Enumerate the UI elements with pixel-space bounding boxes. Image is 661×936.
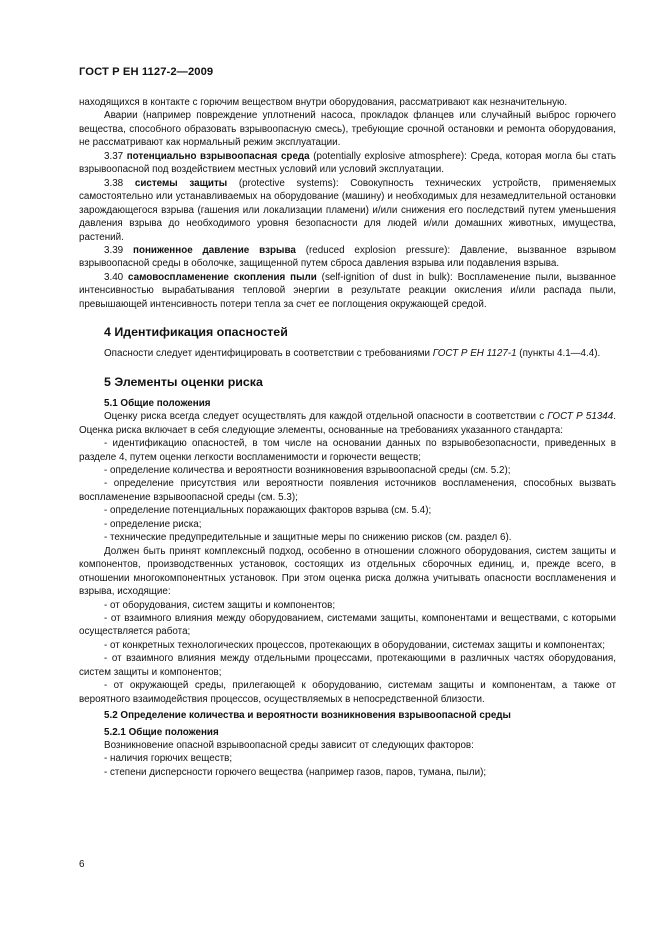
term-number: 3.40 <box>104 271 124 283</box>
list-item: - от оборудования, систем защиты и компонентов; <box>104 599 336 611</box>
list-item: - от взаимного влияния между оборудованием, системами защиты, компонентами и веществами, с которыми осуществляется работа; <box>79 612 616 638</box>
subsection-5-1-heading: 5.1 Общие положения <box>104 397 211 409</box>
term-definition: (protective systems): Совокупность технических устройств, применяемых самостоятельно или устанавливаемых на оборудование (машину) и необходимых для незамедлительной остановки зарождающегося взрыва (гашения или локализации пламени) и/или снижения его последствий путем уменьшения давления взрыва до необходимого уровня безопасности для людей и/или домашних животных, имущества, растений. <box>79 177 616 243</box>
term-definition: (potentially explosive atmosphere): Среда, которая могла бы стать взрывоопасной под воздействием местных условий или условий эксплуатации. <box>79 150 616 176</box>
paragraph <box>79 410 616 437</box>
text-run: Опасности следует идентифицировать в соответствии с требованиями <box>104 348 433 360</box>
paragraph: Аварии (например повреждение уплотнений насоса, прокладок фланцев или случайный выброс горючего вещества, способного образовать взрывоопасную смесь), требующие срочной остановки и ремонта оборудования, не рассматривают как нормальный режим эксплуатации. <box>79 110 616 149</box>
document-body <box>79 96 616 779</box>
list-item: - определение количества и вероятности возникновения взрывоопасной среды (см. 5.2); <box>104 464 511 476</box>
text-run: (пункты 4.1—4.4). <box>516 348 601 360</box>
page-number: 6 <box>79 859 85 870</box>
paragraph <box>79 347 616 360</box>
term-number: 3.38 <box>104 177 124 189</box>
standard-header: ГОСТ Р ЕН 1127-2—2009 <box>79 66 214 78</box>
term-number: 3.37 <box>104 150 124 162</box>
term-3-39 <box>79 244 616 271</box>
term-3-37 <box>79 150 616 177</box>
term-definition: (reduced explosion pressure): Давление, вызванное взрывом взрывоопасной среды в оболочке, защищенной путем сброса давления взрыва или подавления взрыва. <box>79 244 616 270</box>
term-number: 3.39 <box>104 244 124 256</box>
list-item: - определение потенциальных поражающих факторов взрыва (см. 5.4); <box>104 505 432 517</box>
list-item: - определение присутствия или вероятности появления источников воспламенения, способных вызвать воспламенение взрывоопасной среды (см. 5.3); <box>79 478 616 503</box>
standard-reference: ГОСТ Р ЕН 1127-1 <box>432 348 517 360</box>
term-definition: (self-ignition of dust in bulk): Воспламенение пыли, вызванное интенсивностью вырабатывания тепловой энергии в результате реакции окисления и/или распада пыли, превышающей интенсивность потери тепла за счет ее поглощения окружающей средой. <box>79 271 616 310</box>
list-item: - наличия горючих веществ; <box>104 753 233 765</box>
list-item: - идентификацию опасностей, в том числе на основании данных по взрывобезопасности, приведенных в разделе 4, путем оценки легкости воспламенимости и горючести веществ; <box>79 438 616 463</box>
standard-reference: ГОСТ Р 51344 <box>547 411 614 423</box>
list-item: - технические предупредительные и защитные меры по снижению рисков (см. раздел 6). <box>104 532 512 544</box>
term-name: системы защиты <box>134 177 228 189</box>
list-item: - степени дисперсности горючего вещества (например газов, паров, тумана, пыли); <box>104 766 487 778</box>
subsection-5-2-heading: 5.2 Определение количества и вероятности возникновения взрывоопасной среды <box>104 710 511 722</box>
paragraph: Возникновение опасной взрывоопасной среды зависит от следующих факторов: <box>104 740 474 752</box>
text-run: . Оценка риска включает в себя следующие элементы, основанные на требованиях указанного стандарта: <box>79 411 617 436</box>
list-item: - от конкретных технологических процессов, протекающих в оборудовании, системах защиты и компонентах; <box>104 639 605 651</box>
term-3-40 <box>79 271 616 311</box>
paragraph: находящихся в контакте с горючим веществом внутри оборудования, рассматривают как незначительную. <box>79 97 568 108</box>
term-name: пониженное давление взрыва <box>133 244 296 256</box>
term-name: потенциально взрывоопасная среда <box>126 150 310 162</box>
section-5-heading: 5 Элементы оценки риска <box>104 374 263 389</box>
term-3-38 <box>79 177 616 244</box>
subsection-5-2-1-heading: 5.2.1 Общие положения <box>104 726 219 738</box>
term-name: самовоспламенение скопления пыли <box>128 271 317 283</box>
section-4-heading: 4 Идентификация опасностей <box>104 325 288 340</box>
list-item: - определение риска; <box>104 518 202 530</box>
list-item: - от взаимного влияния между отдельными процессами, протекающими в различных частях оборудования, систем защиты и компонентов; <box>79 653 616 678</box>
text-run: Оценку риска всегда следует осуществлять для каждой отдельной опасности в соответствии с <box>104 411 548 423</box>
list-item: - от окружающей среды, прилегающей к оборудованию, системам защиты и компонентам, а также от вероятного взаимодействия процессов, осуществляемых в непосредственной близости. <box>79 680 616 705</box>
paragraph: Должен быть принят комплексный подход, особенно в отношении сложного оборудования, систем защиты и компонентов, производственных установок, состоящих из отдельных сборочных единиц, и, прежде всего, в отношении многокомпонентных установок. При этом оценка риска должна учитывать опасности воспламенения и взрыва, исходящие: <box>79 545 616 598</box>
